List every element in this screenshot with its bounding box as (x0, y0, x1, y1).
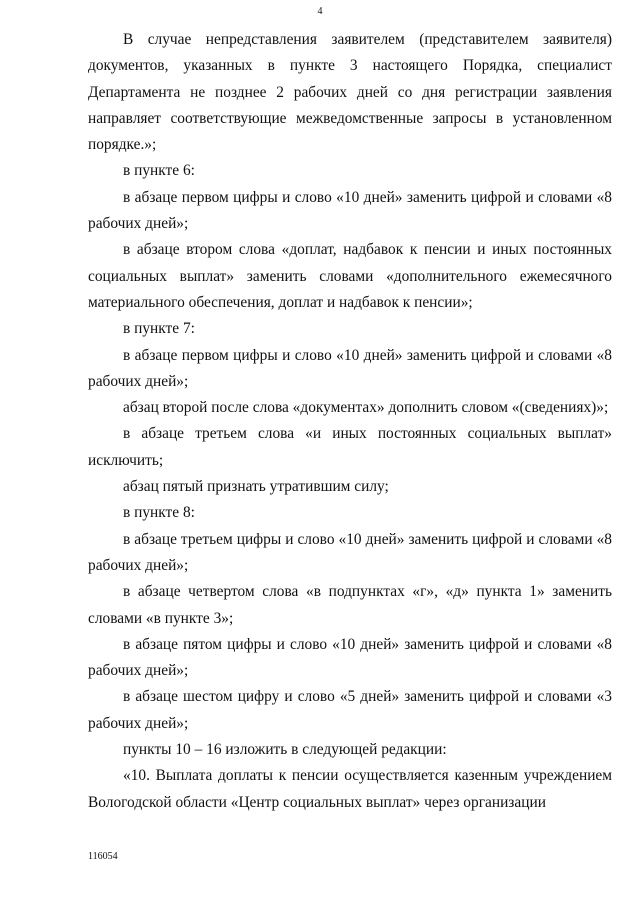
paragraph-14: в абзаце шестом цифру и слово «5 дней» заменить цифрой и словами «3 рабочих дней»; (88, 688, 612, 732)
paragraph-2: в пункте 6: (123, 162, 195, 180)
paragraph-3: в абзаце первом цифры и слово «10 дней» заменить цифрой и словами «8 рабочих дней»; (88, 188, 612, 233)
paragraph-5: в пункте 7: (123, 320, 195, 338)
paragraph-9: абзац пятый признать утратившим силу; (123, 478, 389, 496)
paragraph-4: в абзаце втором слова «доплат, надбавок к пенсии и иных постоянных социальных выплат» заменить словами «дополнительного ежемесячного материального обеспечения, доплат и надбавок к пенсии»; (88, 241, 612, 311)
page-number: 4 (317, 6, 323, 17)
paragraph-15: пункты 10 – 16 изложить в следующей редакции: (123, 741, 447, 759)
paragraph-6: в абзаце первом цифры и слово «10 дней» заменить цифрой и словами «8 рабочих дней»; (88, 346, 612, 390)
paragraph-12: в абзаце четвертом слова «в подпунктах «г», «д» пункта 1» заменить словами «в пункте 3»; (88, 583, 612, 627)
document-body (88, 27, 612, 816)
paragraph-7: абзац второй после слова «документах» дополнить словом «(сведениях)»; (123, 399, 609, 417)
paragraph-10: в пункте 8: (123, 504, 195, 522)
paragraph-16: «10. Выплата доплаты к пенсии осуществляется казенным учреждением Вологодской области «Центр социальных выплат» через организации (88, 767, 612, 811)
paragraph-8: в абзаце третьем слова «и иных постоянных социальных выплат» исключить; (88, 425, 612, 469)
paragraph-1: В случае непредставления заявителем (представителем заявителя) документов, указанных в пункте 3 настоящего Порядка, специалист Департамента не позднее 2 рабочих дней со дня регистрации заявления направляет соответствующие межведомственные запросы в установленном порядке.»; (88, 31, 612, 154)
paragraph-11: в абзаце третьем цифры и слово «10 дней» заменить цифрой и словами «8 рабочих дней»; (88, 530, 612, 574)
paragraph-13: в абзаце пятом цифры и слово «10 дней» заменить цифрой и словами «8 рабочих дней»; (88, 635, 612, 680)
footer-document-code: 116054 (88, 851, 118, 862)
